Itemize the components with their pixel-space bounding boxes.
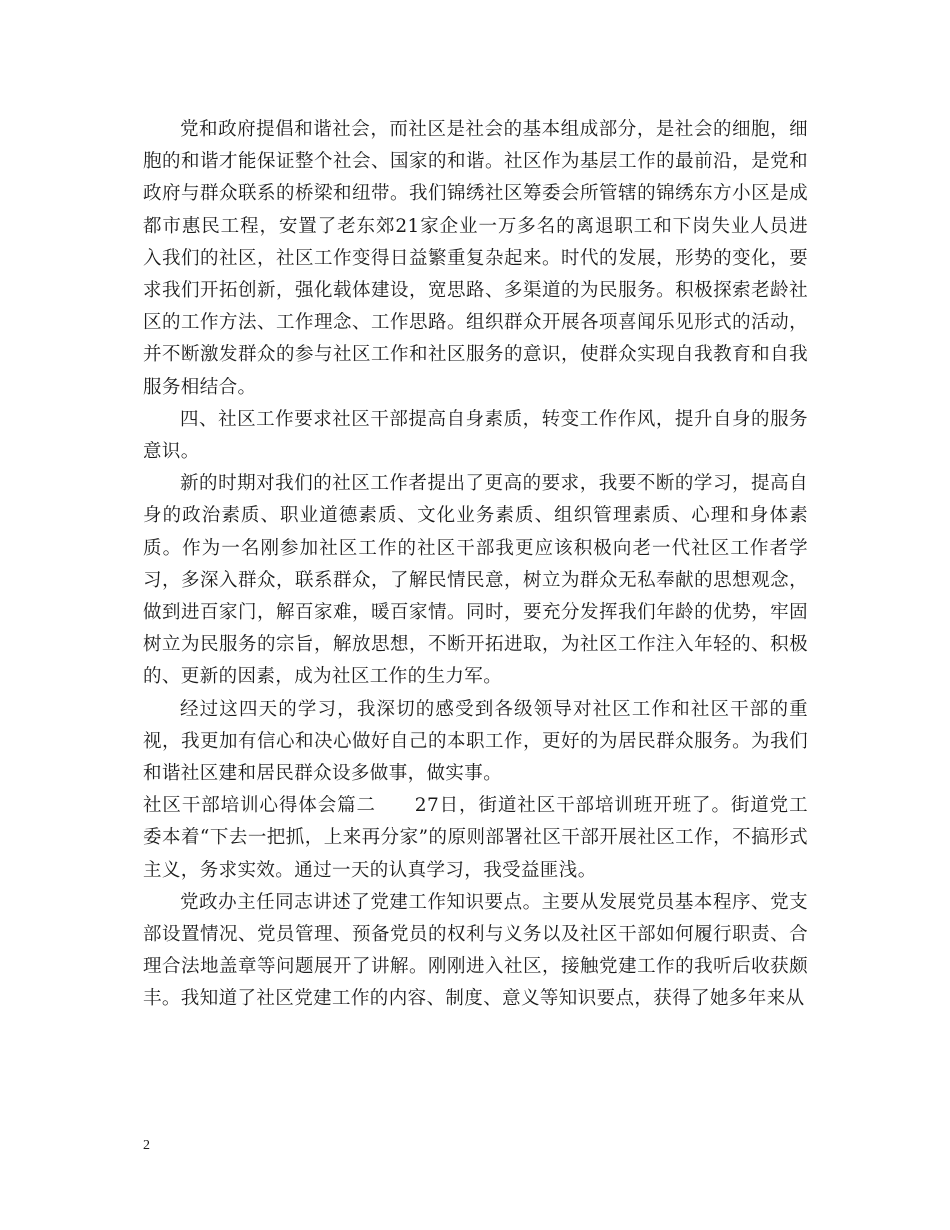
document-body xyxy=(143,114,808,1016)
paragraph-party-building: 党政办主任同志讲述了党建工作知识要点。主要从发展党员基本程序、党支部设置情况、党员管理、预备党员的权利与义务以及社区干部如何履行职责、合理合法地盖章等问题展开了讲解。刚刚进入社区，接触党建工作的我听后收获颇丰。我知道了社区党建工作的内容、制度、意义等知识要点，获得了她多年来从 xyxy=(143,891,808,1010)
page-number: 2 xyxy=(143,1138,150,1153)
paragraph-part-two-intro: 社区干部培训心得体会篇二 27日，街道社区干部培训班开班了。街道党工委本着“下去一把抓，上来再分家”的原则部署社区干部开展社区工作，不搞形式主义，务求实效。通过一天的认真学习，我受益匪浅。 xyxy=(143,795,808,881)
paragraph-section-four-heading: 四、社区工作要求社区干部提高自身素质，转变工作作风，提升自身的服务意识。 xyxy=(143,408,808,463)
paragraph-four-days-study: 经过这四天的学习，我深切的感受到各级领导对社区工作和社区干部的重视，我更加有信心和决心做好自己的本职工作，更好的为居民群众服务。为我们和谐社区建和居民群众设多做事，做实事。 xyxy=(143,698,808,785)
paragraph-new-era-requirements: 新的时期对我们的社区工作者提出了更高的要求，我要不断的学习，提高自身的政治素质、职业道德素质、文化业务素质、组织管理素质、心理和身体素质。作为一名刚参加社区工作的社区干部我更应该积极向老一代社区工作者学习，多深入群众，联系群众，了解民情民意，树立为群众无私奉献的思想观念，做到进百家门，解百家难，暖百家情。同时，要充分发挥我们年龄的优势，牢固树立为民服务的宗旨，解放思想，不断开拓进取，为社区工作注入年轻的、积极的、更新的因素，成为社区工作的生力军。 xyxy=(143,473,808,688)
paragraph-harmonious-community: 党和政府提倡和谐社会，而社区是社会的基本组成部分，是社会的细胞，细胞的和谐才能保证整个社会、国家的和谐。社区作为基层工作的最前沿，是党和政府与群众联系的桥梁和纽带。我们锦绣社区筹委会所管辖的锦绣东方小区是成都市惠民工程，安置了老东郊21家企业一万多名的离退职工和下岗失业人员进入我们的社区，社区工作变得日益繁重复杂起来。时代的发展，形势的变化，要求我们开拓创新，强化载体建设，宽思路、多渠道的为民服务。积极探索老龄社区的工作方法、工作理念、工作思路。组织群众开展各项喜闻乐见形式的活动，并不断激发群众的参与社区工作和社区服务的意识，使群众实现自我教育和自我服务相结合。 xyxy=(143,119,808,398)
